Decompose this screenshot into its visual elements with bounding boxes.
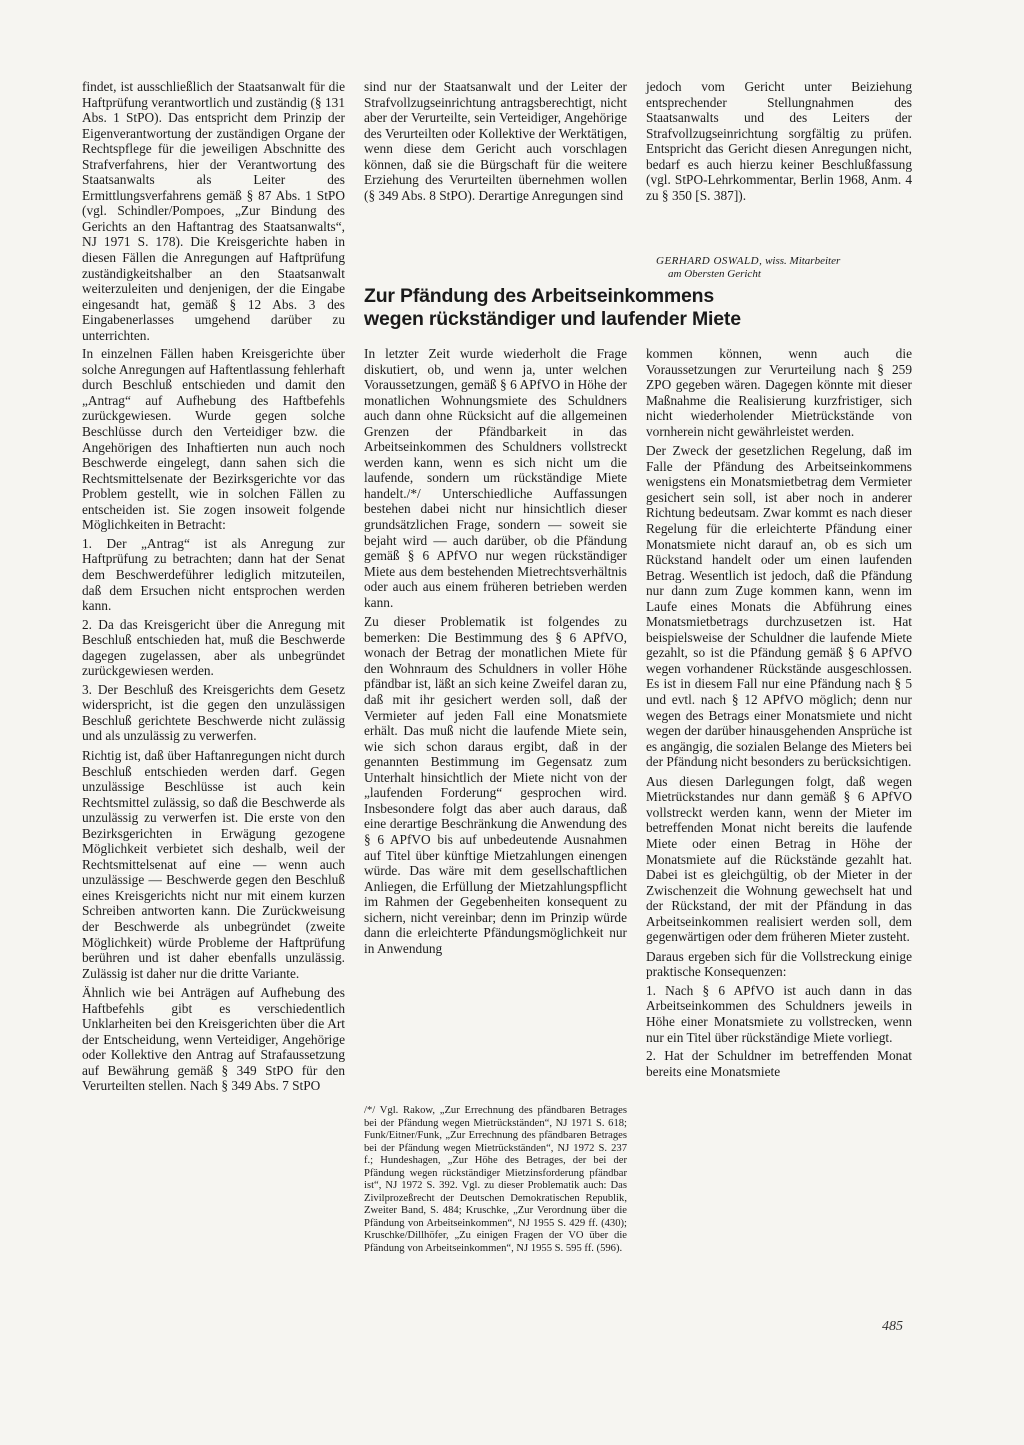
list-item: 1. Der „Antrag“ ist als Anregung zur Haftprüfung zu betrachten; dann hat der Senat dem Beschwerdeführer lediglich mitzuteilen, daß dem Ersuchen nicht entsprochen werden kann. [82,535,345,614]
list-item: 3. Der Beschluß des Kreisgerichts dem Gesetz widerspricht, ist die gegen den unzulässigen Beschluß gerichtete Beschwerde nicht zulässig und als unzulässig zu verwerfen. [82,681,345,744]
page-number: 485 [882,1319,903,1334]
paragraph: Ähnlich wie bei Anträgen auf Aufhebung des Haftbefehls gibt es verschiedentlich Unklarheiten bei den Kreisgerichten über die Art der Entscheidung, wenn Verteidiger, Angehörige oder Kollektive den Antrag auf Strafaussetzung auf Bewährung gemäß § 349 StPO für den Verurteilten stellen. Nach § 349 Abs. 7 StPO [82,985,345,1094]
text-column-2 [364,79,627,206]
footnote [364,1105,627,1255]
list-item: 1. Nach § 6 APfVO ist auch dann in das Arbeitseinkommen des Schuldners jeweils in Höhe einer Monatsmiete zu vollstrecken, wenn nur ein Titel über rückständige Miete vorliegt. [646,982,912,1045]
list-item: 2. Hat der Schuldner im betreffenden Monat bereits eine Monatsmiete [646,1048,912,1079]
paragraph: Der Zweck der gesetzlichen Regelung, daß im Falle der Pfändung des Arbeitseinkommens wenigstens ein Monatsmietbetrag dem Vermieter gesichert sein soll, ist aber noch in anderer Richtung bedeutsam. Zwar kommt es nach dieser Regelung für die erleichterte Pfändung einer Monatsmiete nicht darauf an, ob es sich um Rückstand handelt oder um einen laufenden Betrag. Wesentlich ist jedoch, daß die Pfändung nur dann zum Zuge kommen kann, wenn im Laufe eines Monats die Abführung eines Monatsmietbetrags durchzusetzen ist. Hat beispielsweise der Schuldner die laufende Miete gezahlt, so ist die Pfändung gemäß § 6 APfVO wegen vorhandener Rückstände ausgeschlossen. Es ist in diesem Fall nur eine Pfändung nach § 5 und evtl. nach § 12 APfVO möglich; denn nur wegen des Betrags einer Monatsmiete und nicht wegen der darüber hinausgehenden Ansprüche ist es angängig, die sozialen Belange des Mieters bei der Pfändung nicht besonders zu berücksichtigen. [646,443,912,770]
paragraph: sind nur der Staatsanwalt und der Leiter der Strafvollzugseinrichtung antragsberechtigt, nicht aber der Verurteilte, sein Verteidiger, Angehörige des Verurteilten oder Kollektive der Werktätigen, wenn diese dem Gericht auch vorschlagen können, daß sie die Bürgschaft für die weitere Erziehung des Verurteilten übernehmen wollen (§ 349 Abs. 8 StPO). Derartige Anregungen sind [364,79,627,203]
headline-line-1: Zur Pfändung des Arbeitseinkommens [364,285,715,307]
paragraph: Aus diesen Darlegungen folgt, daß wegen Mietrückstandes nur dann gemäß § 6 APfVO vollstreckt werden kann, wenn der Mieter im betreffenden Monat nicht bereits die laufende Miete oder einen Betrag in Höhe der Monatsmiete auf die Rückstände gezahlt hat. Dabei ist es gleichgültig, ob der Mieter in der Zwischenzeit die Wohnung gewechselt hat und der Rückstand, der mit der Pfändung in das Arbeitseinkommen realisiert werden soll, dem gegenwärtigen oder dem früheren Mieter zusteht. [646,773,912,945]
article-headline [364,285,912,331]
footnote-text: /*/ Vgl. Rakow, „Zur Errechnung des pfändbaren Betrages bei der Pfändung wegen Mietrückständen“, NJ 1971 S. 618; Funk/Eitner/Funk, „Zur Errechnung des pfändbaren Betrages bei der Pfändung wegen Mietrückständen“, NJ 1972 S. 237 f.; Hundeshagen, „Zur Höhe des Betrages, der bei der Pfändung wegen rückständiger Mietzinsforderung pfändbar ist“, NJ 1972 S. 392. Vgl. zu dieser Problematik auch: Das Zivilprozeßrecht der Deutschen Demokratischen Republik, Zweiter Band, S. 484; Kruschke, „Zur Verordnung über die Pfändung von Arbeitseinkommen“, NJ 1955 S. 429 ff. (430); Kruschke/Dillhöfer, „Zu einigen Fragen der VO über die Pfändung von Arbeitseinkommen“, NJ 1955 S. 595 ff. (596). [364,1105,627,1254]
paragraph: Zu dieser Problematik ist folgendes zu bemerken: Die Bestimmung des § 6 APfVO, wonach der Betrag der monatlichen Miete für den Wohnraum des Schuldners in voller Höhe pfändbar ist, läßt an sich keine Zweifel daran zu, daß mit ihr gesichert werden soll, daß der Vermieter auf jeden Fall eine Monatsmiete erhält. Das muß nicht die laufende Miete sein, wie sich schon daraus ergibt, daß in der genannten Bestimmung im Gegensatz zum Unterhalt hinsichtlich der Miete nicht von der „laufenden Forderung“ gesprochen wird. Insbesondere folgt das aber auch daraus, daß eine derartige Beschränkung die Anwendung des § 6 APfVO bis auf unbedeutende Ausnahmen auf Titel über künftige Mietzahlungen einengen würde. Das wäre mit dem gesellschaftlichen Anliegen, die Erfüllung der Mietzahlungspflicht im Rahmen der Gegebenheiten konsequent zu sichern, nicht vereinbar; denn im Prinzip würde dann die erleichterte Pfändungsmöglichkeit nur in Anwendung [364,614,627,956]
paragraph: findet, ist ausschließlich der Staatsanwalt für die Haftprüfung verantwortlich und zuständig (§ 131 Abs. 1 StPO). Das entspricht dem Prinzip der Eigenverantwortung der zuständigen Organe der Rechtspflege für die jeweiligen Abschnitte des Strafverfahrens, hier der Verantwortung des Staatsanwalts als Leiter des Ermittlungsverfahrens gemäß § 87 Abs. 1 StPO (vgl. Schindler/Pompoes, „Zur Bindung des Gerichts an den Haftantrag des Staatsanwalts“, NJ 1971 S. 178). Die Kreisgerichte haben in diesen Fällen die Anregungen auf Haftprüfung zuständigkeitshalber an den Staatsanwalt weiterzuleiten und denjenigen, der die Eingabe eingesandt hat, gemäß § 12 Abs. 3 des Eingabenerlasses umgehend darüber zu unterrichten. [82,79,345,343]
paragraph: In einzelnen Fällen haben Kreisgerichte über solche Anregungen auf Haftentlassung fehlerhaft durch Beschluß entschieden und damit den „Antrag“ auf Aufhebung des Haftbefehls zurückgewiesen. Wurde gegen solche Beschlüsse durch den Verteidiger bzw. die Angehörigen des Inhaftierten nun auch noch Beschwerde eingelegt, dann sahen sich die Rechtsmittelsenate der Bezirksgerichte vor das Problem gestellt, wie in solchen Fällen zu entscheiden ist. Sie zogen insoweit folgende Möglichkeiten in Betracht: [82,346,345,533]
author-name: GERHARD OSWALD, [656,255,763,267]
article-column-left [364,346,627,959]
list-item: 2. Da das Kreisgericht über die Anregung mit Beschluß entschieden hat, muß die Beschwerde dagegen zugelassen, aber als unbegründet zurückgewiesen werden. [82,616,345,679]
paragraph: Daraus ergeben sich für die Vollstreckung einige praktische Konsequenzen: [646,948,912,980]
author-affiliation: am Obersten Gericht [668,268,761,280]
headline-line-2: wegen rückständiger und laufender Miete [364,308,741,330]
author-role: wiss. Mitarbeiter [765,255,841,267]
author-signature [656,255,912,281]
paragraph: Richtig ist, daß über Haftanregungen nicht durch Beschluß entschieden werden darf. Gegen unzulässige Beschlüsse ist auch kein Rechtsmittel zulässig, so daß die Beschwerde als unzulässig zu verwerfen ist. Die erste von den Bezirksgerichten in Erwägung gezogene Möglichkeit verbietet sich deshalb, weil der Rechtsmittelsenat auf eine — wenn auch unzulässige — Beschwerde gegen den Beschluß eines Kreisgerichts nicht nur mit einem kurzen Schreiben antworten kann. Die Zurückweisung der Beschwerde als unbegründet (zweite Möglichkeit) würde Probleme der Haftprüfung berühren und ist daher ebenfalls unzulässig. Zulässig ist daher nur die dritte Variante. [82,747,345,981]
text-column-1 [82,79,345,1097]
paragraph: jedoch vom Gericht unter Beiziehung entsprechender Stellungnahmen des Staatsanwalts und des Leiters der Strafvollzugseinrichtung sorgfältig zu prüfen. Entspricht das Gericht diesen Anregungen nicht, bedarf es auch hierzu keiner Beschlußfassung (vgl. StPO-Lehrkommentar, Berlin 1968, Anm. 4 zu § 350 [S. 387]). [646,79,912,203]
paragraph: kommen können, wenn auch die Voraussetzungen zur Verurteilung nach § 259 ZPO gegeben wären. Dagegen könnte mit dieser Maßnahme die Realisierung kurzfristiger, sich nicht wiederholender Mietrückstände von vornherein nicht gewährleistet werden. [646,346,912,439]
article-column-right [646,346,912,1082]
paragraph: In letzter Zeit wurde wiederholt die Frage diskutiert, ob, und wenn ja, unter welchen Voraussetzungen, gemäß § 6 APfVO in Höhe der monatlichen Wohnungsmiete des Schuldners auch dann ohne Rücksicht auf die allgemeinen Grenzen der Pfändbarkeit in das Arbeitseinkommen des Schuldners vollstreckt werden kann, wenn es sich nicht um die laufende, sondern um rückständige Miete handelt./*/ Unterschiedliche Auffassungen bestehen dabei nicht nur hinsichtlich dieser grundsätzlichen Frage, sondern — soweit sie bejaht wird — auch darüber, ob die Pfändung gemäß § 6 APfVO nur wegen rückständiger Miete aus dem bestehenden Mietrechtsverhältnis oder auch aus einem früheren betrieben werden kann. [364,346,627,610]
text-column-3 [646,79,912,206]
